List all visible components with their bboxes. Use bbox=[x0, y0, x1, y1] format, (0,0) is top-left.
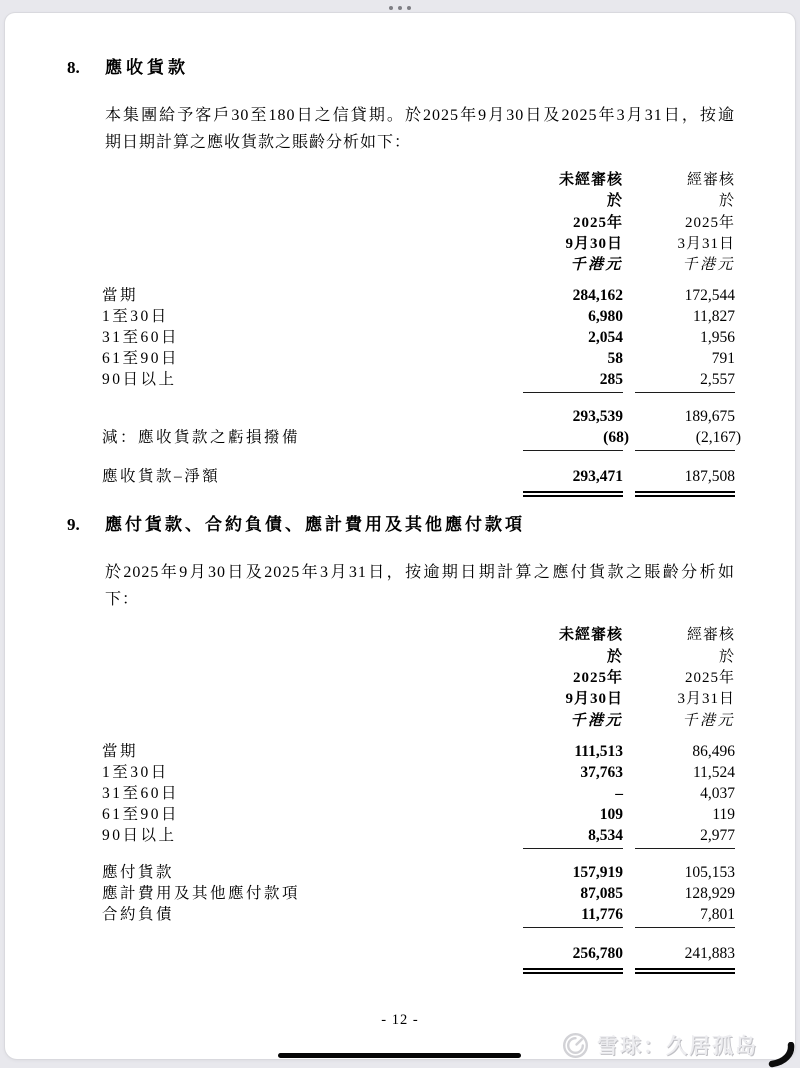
column-header-unaudited: 未經審核 於 2025年 9月30日 千港元 bbox=[558, 627, 623, 729]
table-row: 31至60日 2,054 1,956 bbox=[102, 329, 735, 347]
payables-aging-table bbox=[102, 625, 735, 973]
table-row: 61至90日 58 791 bbox=[102, 350, 735, 368]
column-header-audited: 經審核 於 2025年 3月31日 千港元 bbox=[677, 172, 735, 274]
table-row: 90日以上 8,534 2,977 bbox=[102, 825, 735, 849]
column-header-unaudited: 未經審核 於 2025年 9月30日 千港元 bbox=[558, 172, 623, 274]
table-row: 當期 284,162 172,544 bbox=[102, 287, 735, 305]
xueqiu-snowball-icon bbox=[562, 1032, 589, 1059]
table-row-total: 應收貨款–淨額 293,471 187,508 bbox=[102, 466, 735, 497]
section-8-paragraph bbox=[105, 103, 735, 156]
table-row: 合約負債 11,776 7,801 bbox=[102, 904, 735, 928]
document-page[interactable] bbox=[5, 13, 795, 1059]
section-number: 8. bbox=[67, 58, 80, 77]
paragraph-line: 期日期計算之應收貨款之賬齡分析如下： bbox=[105, 133, 412, 151]
section-number: 9. bbox=[67, 515, 80, 535]
table-row: 31至60日 – 4,037 bbox=[102, 784, 735, 802]
paragraph-line: 下： bbox=[105, 590, 140, 608]
table-row: 1至30日 37,763 11,524 bbox=[102, 763, 735, 781]
watermark-text: 雪球：久居孤岛 bbox=[597, 1035, 758, 1058]
section-9-paragraph bbox=[105, 560, 735, 613]
table-body bbox=[102, 285, 741, 497]
section-title: 應付貨款、合約負債、應計費用及其他應付款項 bbox=[105, 515, 525, 535]
table-header bbox=[102, 170, 735, 276]
page-number: - 12 - bbox=[381, 1012, 419, 1028]
table-row-subtotal: 293,539 189,675 bbox=[572, 408, 735, 426]
table-row: 應付貨款 157,919 105,153 bbox=[102, 863, 735, 881]
table-row: 61至90日 109 119 bbox=[102, 805, 735, 823]
table-row-allowance: 減：應收貨款之虧損撥備 (68) (2,167) bbox=[102, 427, 735, 451]
table-row: 90日以上 285 2,557 bbox=[102, 369, 735, 393]
table-row: 當期 111,513 86,496 bbox=[102, 742, 735, 760]
table-row: 1至30日 6,980 11,827 bbox=[102, 308, 735, 326]
receivables-aging-table bbox=[102, 170, 741, 497]
home-indicator[interactable] bbox=[278, 1053, 521, 1058]
section-9-heading bbox=[67, 513, 735, 536]
window-handle-icon[interactable] bbox=[0, 6, 800, 10]
table-header bbox=[102, 625, 735, 731]
paragraph-line: 於2025年9月30日及2025年3月31日，按逾期日期計算之應付貨款之賬齡分析如 bbox=[105, 564, 735, 582]
handle-dot bbox=[398, 6, 402, 10]
column-header-audited: 經審核 於 2025年 3月31日 千港元 bbox=[677, 627, 735, 729]
section-title: 應收貨款 bbox=[105, 58, 189, 77]
watermark bbox=[562, 1030, 758, 1060]
table-row-total: 256,780 241,883 bbox=[102, 943, 735, 974]
paragraph-line: 本集團給予客戶30至180日之信貸期。於2025年9月30日及2025年3月31日，按逾 bbox=[105, 107, 735, 124]
table-row: 應計費用及其他應付款項 87,085 128,929 bbox=[102, 884, 735, 902]
handle-dot bbox=[407, 6, 411, 10]
pen-stroke-icon bbox=[766, 1042, 796, 1068]
handle-dot bbox=[389, 6, 393, 10]
table-body bbox=[102, 741, 735, 974]
section-8-heading bbox=[67, 56, 735, 79]
